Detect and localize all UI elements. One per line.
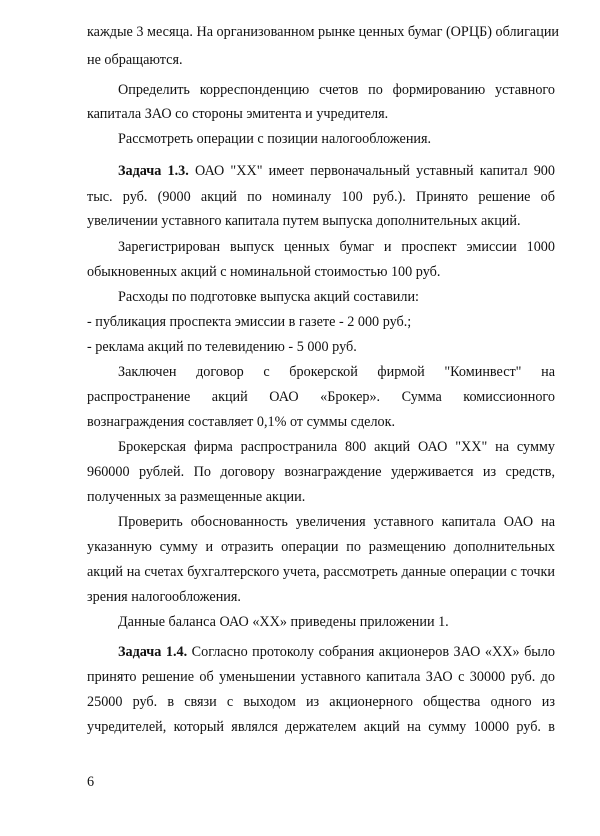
text-line: акций на счетах бухгалтерского учета, рассмотреть данные операции с точки xyxy=(87,564,555,580)
task-1-4-label: Задача 1.4. xyxy=(118,644,188,660)
text-line: Проверить обоснованность увеличения уставного капитала ОАО на xyxy=(118,514,555,530)
text-line: распространение акций ОАО «Брокер». Сумма комиссионного xyxy=(87,389,555,405)
text-line: Зарегистрирован выпуск ценных бумаг и проспект эмиссии 1000 xyxy=(118,239,555,255)
text-line: 960000 рублей. По договору вознаграждение удерживается из средств, xyxy=(87,464,555,480)
text-line: 25000 руб. в связи с выходом из акционерного общества одного из xyxy=(87,694,555,710)
task-1-3-first-line xyxy=(118,161,555,181)
task-1-3-text: ОАО "ХХ" имеет первоначальный уставный капитал 900 xyxy=(194,163,555,179)
text-line: тыс. руб. (9000 акций по номиналу 100 руб.). Принято решение об xyxy=(87,189,555,205)
text-line: принято решение об уменьшении уставного капитала ЗАО с 30000 руб. до xyxy=(87,669,555,685)
text-line: Брокерская фирма распространила 800 акций ОАО "ХХ" на сумму xyxy=(118,439,555,455)
text-line: Заключен договор с брокерской фирмой "Коминвест" на xyxy=(118,364,555,380)
text-line: - реклама акций по телевидению - 5 000 руб. xyxy=(87,339,357,355)
page-number: 6 xyxy=(87,774,95,790)
text-line: обыкновенных акций с номинальной стоимостью 100 руб. xyxy=(87,264,441,280)
text-line: - публикация проспекта эмиссии в газете - 2 000 руб.; xyxy=(87,314,412,330)
task-1-4-text: Согласно протоколу собрания акционеров ЗАО «ХХ» было xyxy=(191,644,556,660)
text-line: капитала ЗАО со стороны эмитента и учредителя. xyxy=(87,106,389,122)
task-1-3-label: Задача 1.3. xyxy=(118,163,189,179)
task-1-4-first-line xyxy=(118,642,555,662)
text-line: зрения налогообложения. xyxy=(87,589,241,605)
text-line: не обращаются. xyxy=(87,52,183,68)
text-line: каждые 3 месяца. На организованном рынке ценных бумаг (ОРЦБ) облигации xyxy=(87,24,560,40)
text-line: Расходы по подготовке выпуска акций составили: xyxy=(118,289,419,305)
text-line: учредителей, который являлся держателем акций на сумму 10000 руб. в xyxy=(87,719,555,735)
text-line: Определить корреспонденцию счетов по формированию уставного xyxy=(118,82,555,98)
text-line: указанную сумму и отразить операции по размещению дополнительных xyxy=(87,539,555,555)
text-line: Данные баланса ОАО «ХХ» приведены приложении 1. xyxy=(118,614,449,630)
text-line: вознаграждения составляет 0,1% от суммы сделок. xyxy=(87,414,396,430)
text-line: увеличении уставного капитала путем выпуска дополнительных акций. xyxy=(87,213,521,229)
text-line: Рассмотреть операции с позиции налогообложения. xyxy=(118,131,432,147)
text-line: полученных за размещенные акции. xyxy=(87,489,306,505)
